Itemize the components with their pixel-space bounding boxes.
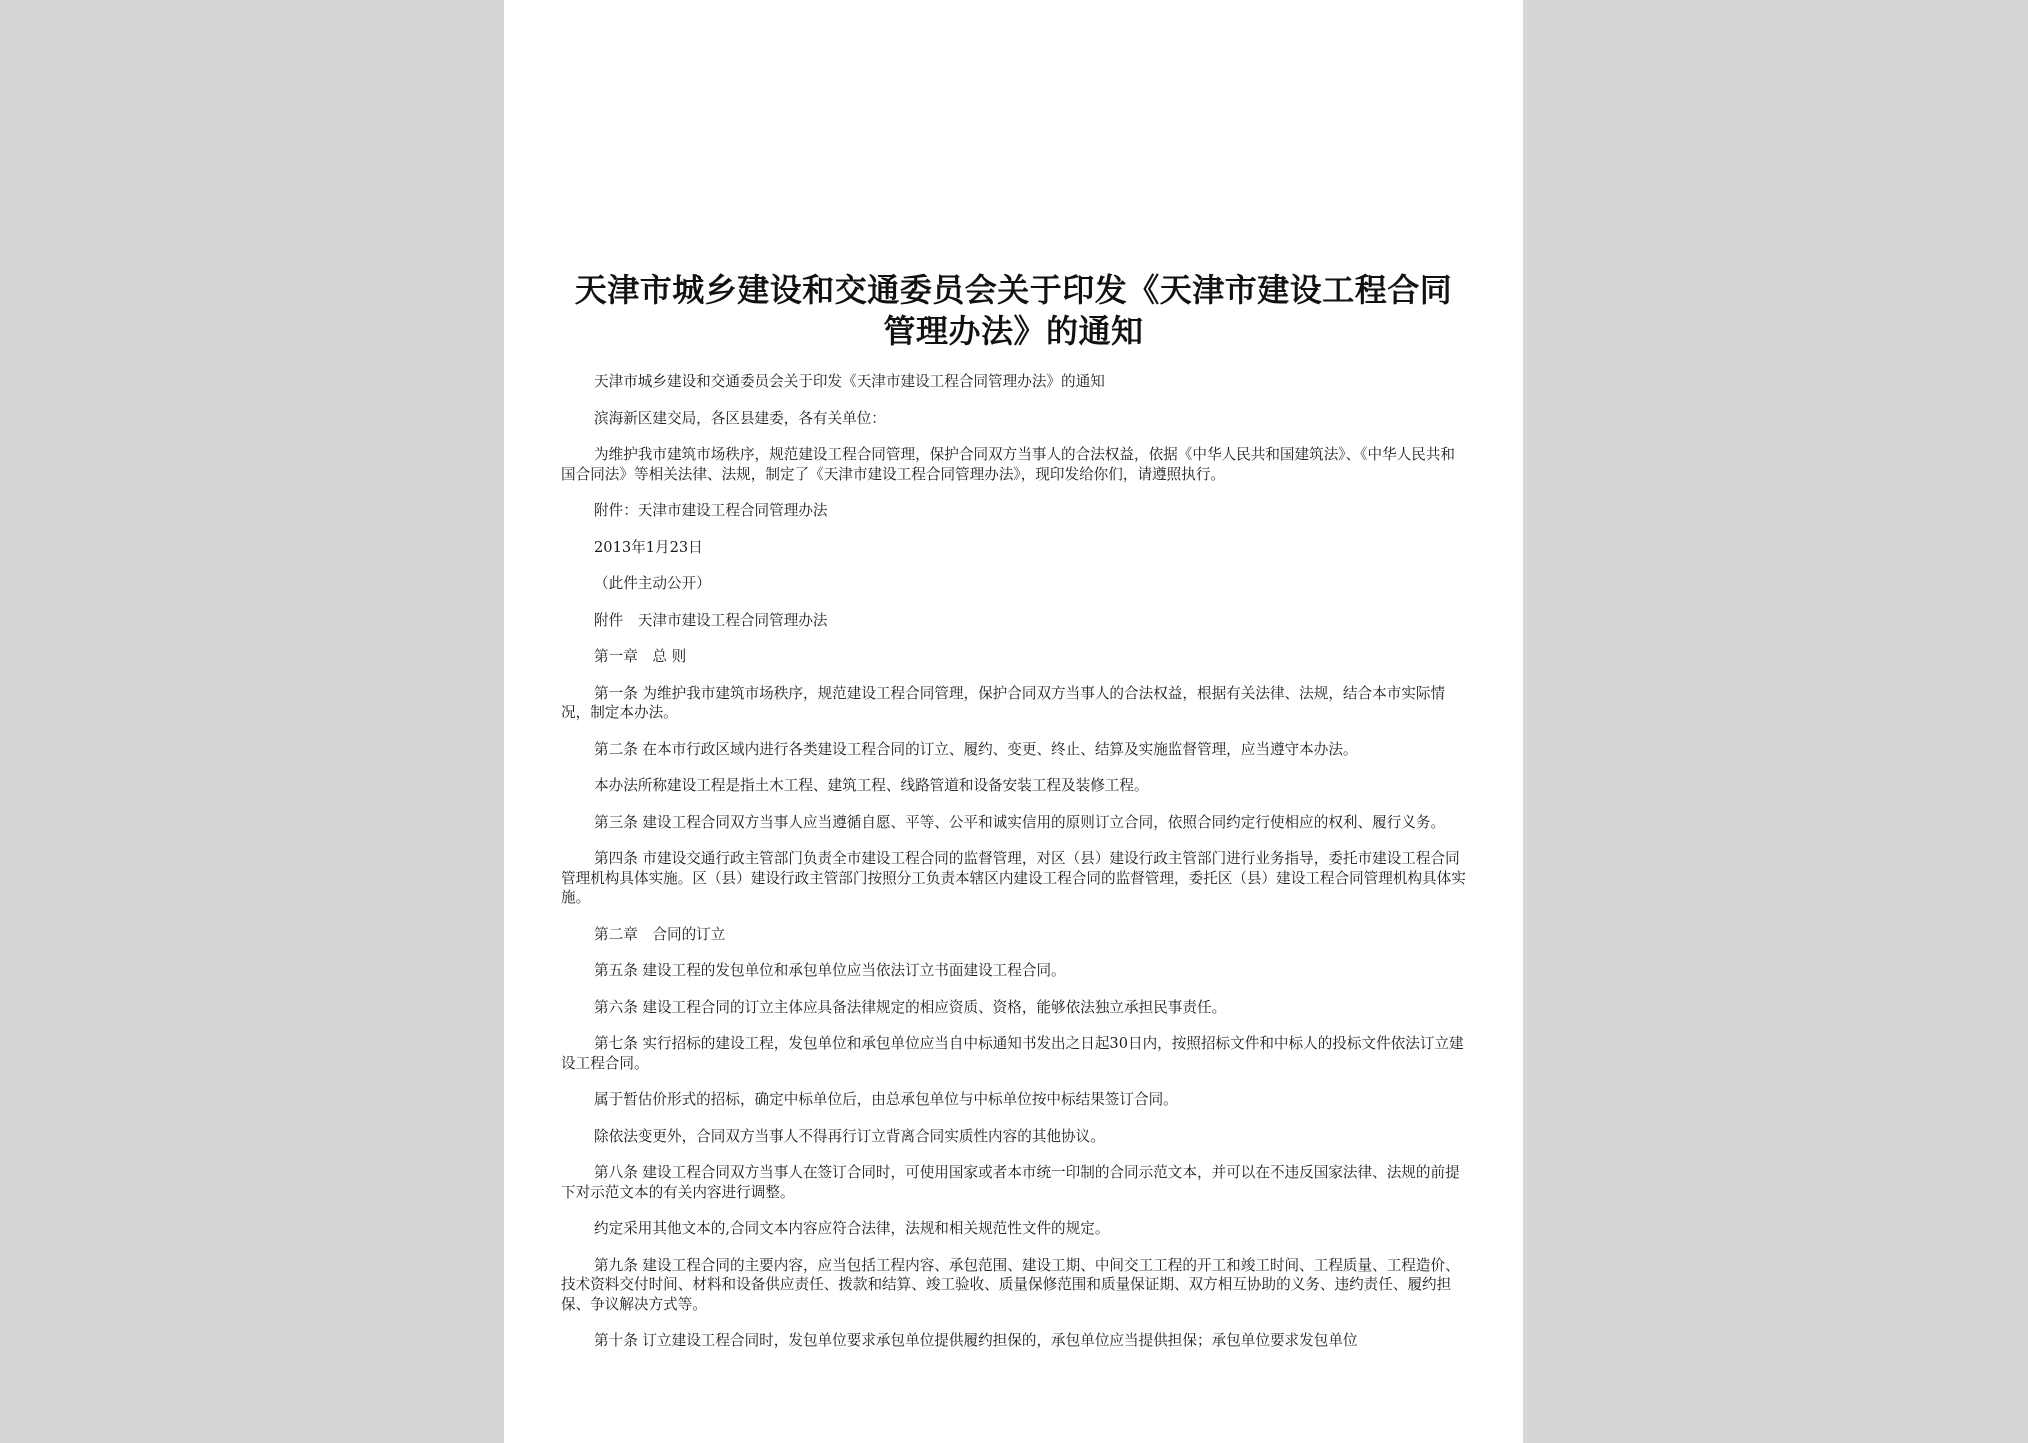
paragraph: 第二条 在本市行政区域内进行各类建设工程合同的订立、履约、变更、终止、结算及实施监督管理，应当遵守本办法。 xyxy=(594,740,1358,758)
paragraph: 除依法变更外，合同双方当事人不得再行订立背离合同实质性内容的其他协议。 xyxy=(594,1127,1105,1145)
paragraph: 附件：天津市建设工程合同管理办法 xyxy=(594,502,828,519)
paragraph: 第四条 市建设交通行政主管部门负责全市建设工程合同的监督管理，对区（县）建设行政主管部门进行业务指导，委托市建设工程合同管理机构具体实施。区（县）建设行政主管部门按照分工负责本辖区内建设工程合同的监督管理，委托区（县）建设工程合同管理机构具体实施。 xyxy=(561,850,1466,906)
chapter-heading: 第一章 总 则 xyxy=(594,648,687,665)
document-body xyxy=(561,372,1466,1351)
paragraph: 第五条 建设工程的发包单位和承包单位应当依法订立书面建设工程合同。 xyxy=(594,962,1066,979)
paragraph: 附件 天津市建设工程合同管理办法 xyxy=(594,611,828,629)
paragraph: 2013年1月23日 xyxy=(594,538,703,556)
paragraph: 第六条 建设工程合同的订立主体应具备法律规定的相应资质、资格，能够依法独立承担民事责任。 xyxy=(594,998,1227,1016)
document-title: 天津市城乡建设和交通委员会关于印发《天津市建设工程合同管理办法》的通知 xyxy=(574,271,1453,350)
paragraph: 为维护我市建筑市场秩序，规范建设工程合同管理，保护合同双方当事人的合法权益，依据《中华人民共和国建筑法》、《中华人民共和国合同法》等相关法律、法规，制定了《天津市建设工程合同管理办法》，现印发给你们，请遵照执行。 xyxy=(561,446,1456,483)
paragraph: （此件主动公开） xyxy=(594,575,711,592)
paragraph: 第三条 建设工程合同双方当事人应当遵循自愿、平等、公平和诚实信用的原则订立合同，依照合同约定行使相应的权利、履行义务。 xyxy=(594,813,1446,831)
paragraph: 本办法所称建设工程是指土木工程、建筑工程、线路管道和设备安装工程及装修工程。 xyxy=(594,777,1149,794)
paragraph: 约定采用其他文本的,合同文本内容应符合法律，法规和相关规范性文件的规定。 xyxy=(594,1220,1110,1237)
paragraph: 第十条 订立建设工程合同时，发包单位要求承包单位提供履约担保的，承包单位应当提供担保；承包单位要求发包单位 xyxy=(594,1332,1358,1349)
paragraph: 属于暂估价形式的招标，确定中标单位后，由总承包单位与中标单位按中标结果签订合同。 xyxy=(594,1091,1178,1108)
paragraph: 滨海新区建交局，各区县建委，各有关单位： xyxy=(594,409,886,427)
document-page xyxy=(504,0,1523,1443)
paragraph: 第九条 建设工程合同的主要内容，应当包括工程内容、承包范围、建设工期、中间交工工程的开工和竣工时间、工程质量、工程造价、技术资料交付时间、材料和设备供应责任、拨款和结算、竣工验收、质量保修范围和质量保证期、双方相互协助的义务、违约责任、履约担保、争议解决方式等。 xyxy=(561,1256,1460,1313)
paragraph: 第一条 为维护我市建筑市场秩序，规范建设工程合同管理，保护合同双方当事人的合法权益，根据有关法律、法规，结合本市实际情况，制定本办法。 xyxy=(561,684,1446,721)
chapter-heading: 第二章 合同的订立 xyxy=(594,925,726,943)
paragraph: 第七条 实行招标的建设工程，发包单位和承包单位应当自中标通知书发出之日起30日内，按照招标文件和中标人的投标文件依法订立建设工程合同。 xyxy=(561,1035,1464,1072)
paragraph: 第八条 建设工程合同双方当事人在签订合同时，可使用国家或者本市统一印制的合同示范文本，并可以在不违反国家法律、法规的前提下对示范文本的有关内容进行调整。 xyxy=(561,1164,1460,1201)
paragraph: 天津市城乡建设和交通委员会关于印发《天津市建设工程合同管理办法》的通知 xyxy=(594,373,1105,390)
